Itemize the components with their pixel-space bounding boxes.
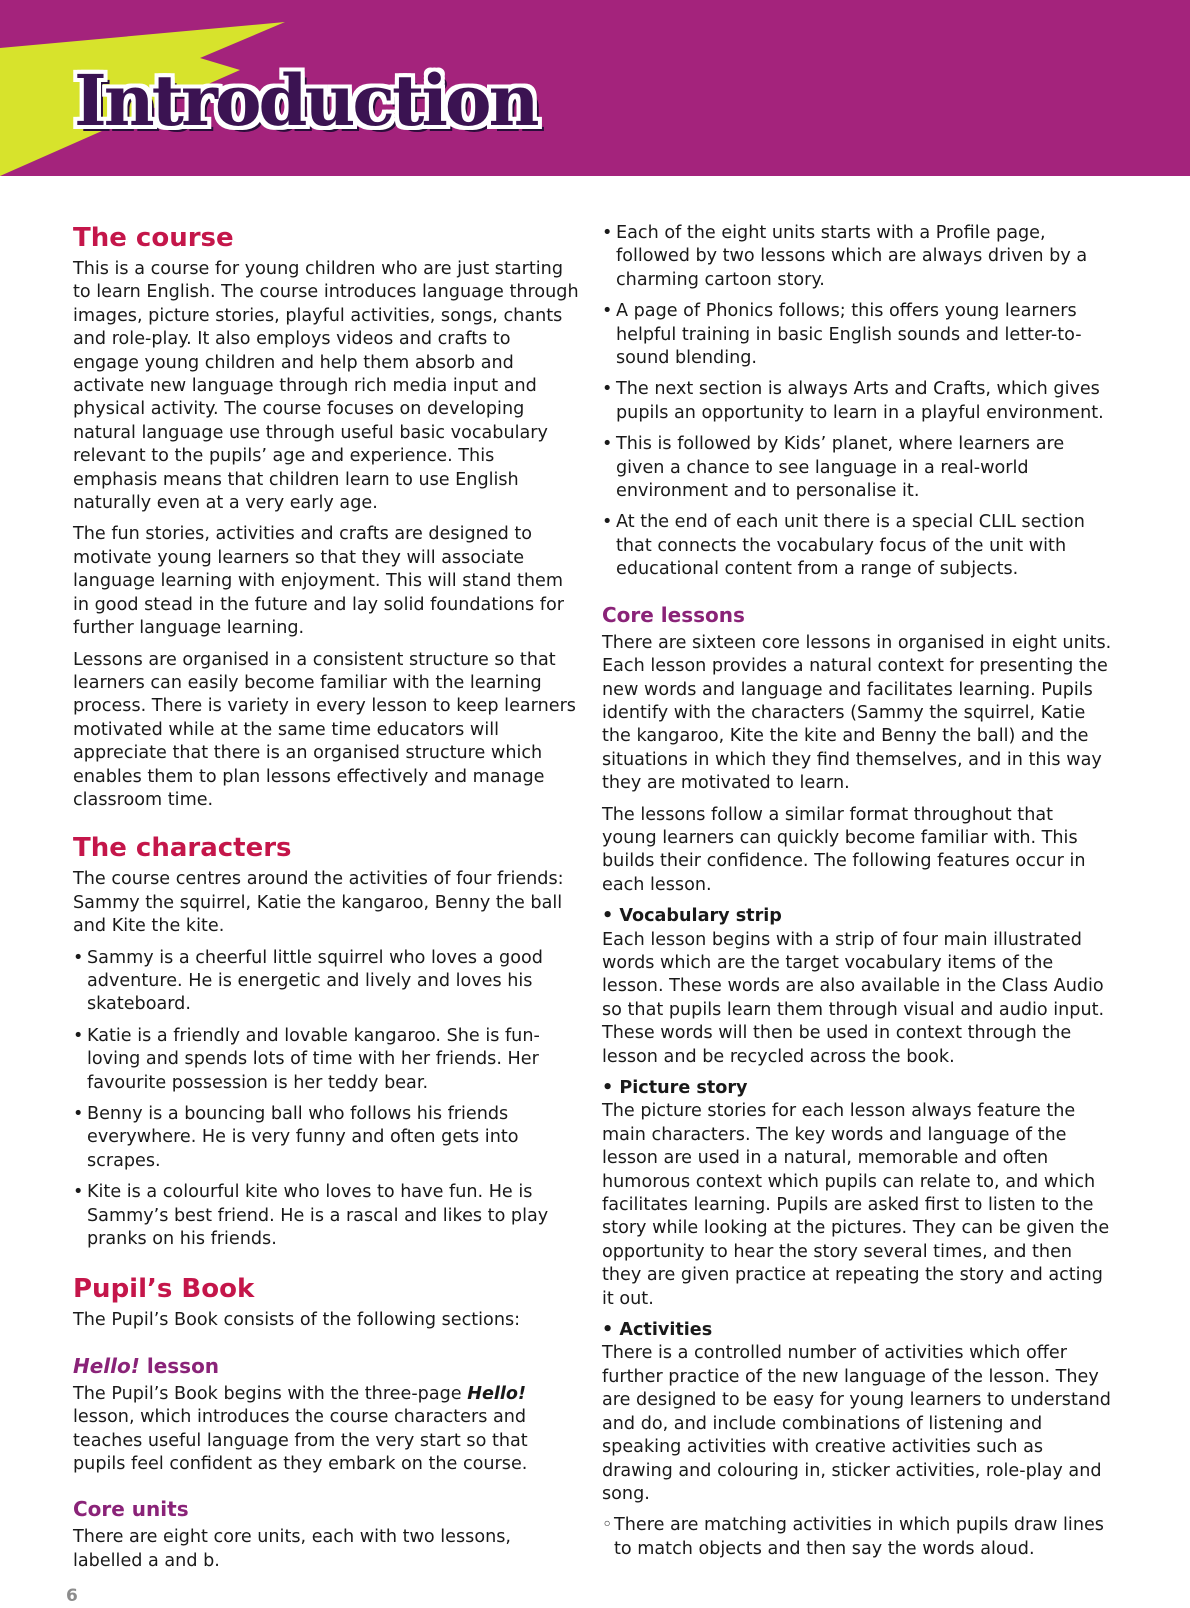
unit-structure-list [602, 222, 1112, 582]
list-item: • Katie is a friendly and lovable kangaroo. She is fun-loving and spends lots of time with her friends. Her favourite possession is her teddy bear. [73, 1025, 581, 1095]
right-column [602, 222, 1112, 1561]
characters-intro: The course centres around the activities of four friends: Sammy the squirrel, Katie the kangaroo, Benny the ball and Kite the kite. [73, 869, 564, 937]
course-paragraph: Lessons are organised in a consistent structure so that learners can easily become familiar with the learning process. There is variety in every lesson to keep learners motivated while at the same time educators will appreciate that there is an organised structure which enables them to plan lessons effectively and manage classroom time. [73, 649, 576, 810]
list-item: • Sammy is a cheerful little squirrel who loves a good adventure. He is energetic and lively and loves his skateboard. [73, 947, 581, 1017]
list-item: • Benny is a bouncing ball who follows his friends everywhere. He is very funny and often gets into scrapes. [73, 1103, 581, 1173]
feature-title: • Activities [602, 1319, 1112, 1342]
pupils-book-intro: The Pupil’s Book consists of the following sections: [73, 1310, 521, 1331]
list-item: • This is followed by Kids’ planet, where learners are given a chance to see language in a real-world environment and to personalise it. [602, 433, 1112, 503]
course-heading: The course [73, 223, 234, 253]
characters-heading: The characters [73, 833, 292, 864]
feature-vocabulary-strip [602, 905, 1112, 1069]
feature-title: • Vocabulary strip [602, 905, 1112, 928]
core-lessons-paragraph: There are sixteen core lessons in organised in eight units. Each lesson provides a natural context for presenting the new words and language and facilitates learning. Pupils identify with the characters (Sammy the squirrel, Katie the kangaroo, Kite the kite and Benny the ball) and the situations in which they find themselves, and in this way they are motivated to learn. [602, 632, 1112, 794]
feature-picture-story [602, 1077, 1112, 1311]
feature-text: The picture stories for each lesson always feature the main characters. The key words and language of the lesson are used in a natural, memorable and often humorous context which pupils can relate to, and which facilitates learning. Pupils are asked first to listen to the story while looking at the pictures. They can be given the opportunity to hear the story several times, and then they are given practice at repeating the story and acting it out. [602, 1101, 1110, 1309]
feature-text: Each lesson begins with a strip of four main illustrated words which are the target vocabulary items of the lesson. These words are also available in the Class Audio so that pupils learn them through visual and audio input. These words will then be used in context through the lesson and be recycled across the book. [602, 929, 1105, 1067]
characters-list [73, 947, 581, 1252]
list-item: • A page of Phonics follows; this offers young learners helpful training in basic English sounds and letter-to-sound blending. [602, 300, 1112, 370]
page-title: Introduction [74, 59, 537, 142]
list-item: ◦ There are matching activities in which pupils draw lines to match objects and then say the words aloud. [602, 1514, 1112, 1561]
core-units-text: There are eight core units, each with two lessons, labelled a and b. [73, 1527, 511, 1571]
hello-lesson-text: The Pupil’s Book begins with the three-page Hello! lesson, which introduces the course characters and teaches useful language from the very start so that pupils feel confident as they embark on the course. [73, 1383, 528, 1475]
core-units-heading: Core units [73, 1497, 189, 1522]
activities-sub-list [602, 1514, 1112, 1561]
list-item: • Kite is a colourful kite who loves to have fun. He is Sammy’s best friend. He is a rascal and likes to play pranks on his friends. [73, 1181, 581, 1251]
core-lessons-paragraph: The lessons follow a similar format throughout that young learners can quickly become familiar with. This builds their confidence. The following features occur in each lesson. [602, 804, 1086, 895]
page-number: 6 [66, 1586, 78, 1606]
core-lessons-heading: Core lessons [602, 602, 745, 627]
feature-title: • Picture story [602, 1077, 1112, 1100]
pupils-book-heading: Pupil’s Book [73, 1274, 255, 1305]
list-item: • The next section is always Arts and Crafts, which gives pupils an opportunity to learn in a playful environment. [602, 378, 1112, 425]
left-column [73, 222, 581, 1581]
course-paragraph: This is a course for young children who are just starting to learn English. The course introduces language through images, picture stories, playful activities, songs, chants and role-play. It also employs videos and crafts to engage young children and help them absorb and activate new language through rich media input and physical activity. The course focuses on developing natural language use through useful basic vocabulary relevant to the pupils’ age and experience. This emphasis means that children learn to use English naturally even at a very early age. [73, 259, 579, 514]
feature-activities [602, 1319, 1112, 1506]
hello-lesson-heading: Hello! lesson [73, 1353, 220, 1378]
list-item: • Each of the eight units starts with a Profile page, followed by two lessons which are always driven by a charming cartoon story. [602, 222, 1112, 292]
feature-text: There is a controlled number of activities which offer further practice of the new language of the lesson. They are designed to be easy for young learners to understand and do, and include combinations of listening and speaking activities with creative activities such as drawing and colouring in, sticker activities, role-play and song. [602, 1343, 1111, 1504]
header-banner [0, 0, 1190, 176]
list-item: • At the end of each unit there is a special CLIL section that connects the vocabulary focus of the unit with educational content from a range of subjects. [602, 511, 1112, 581]
course-paragraph: The fun stories, activities and crafts are designed to motivate young learners so that they will associate language learning with enjoyment. This will stand them in good stead in the future and lay solid foundations for further language learning. [73, 524, 564, 639]
